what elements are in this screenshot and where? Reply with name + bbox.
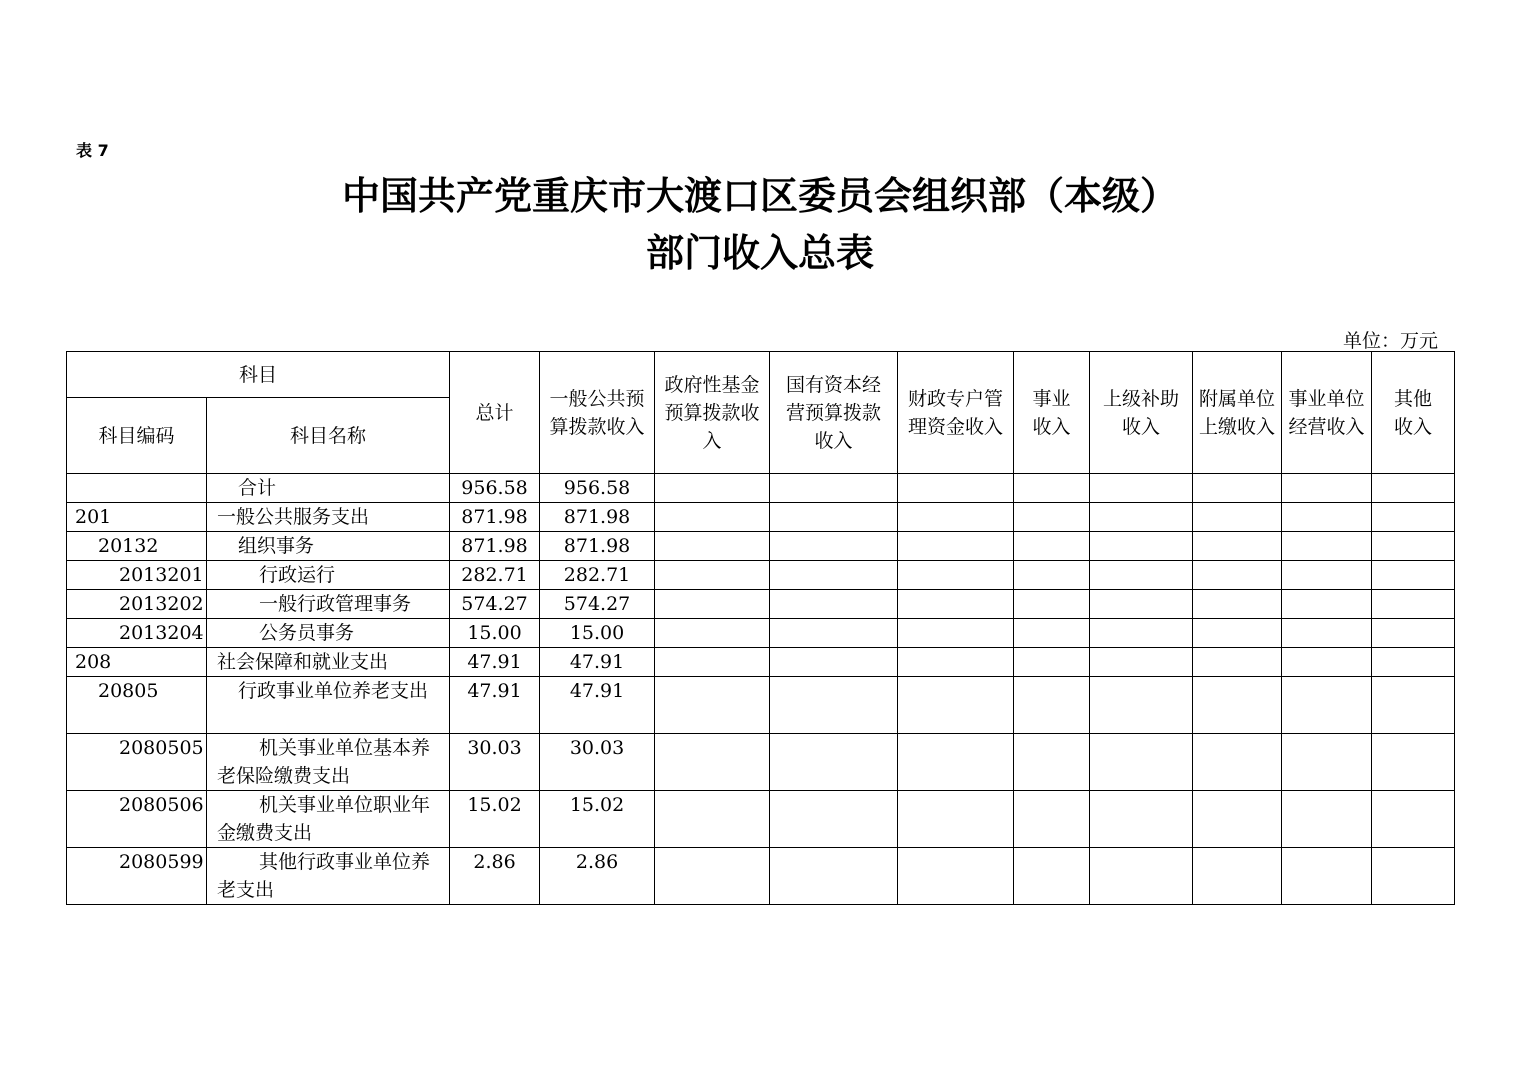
- header-subject: 科目: [67, 352, 450, 398]
- header-subject-code: 科目编码: [67, 398, 207, 474]
- header-other: 其他收入: [1372, 352, 1455, 474]
- header-business: 事业收入: [1014, 352, 1090, 474]
- table-row: 2013201 行政运行 282.71 282.71: [67, 561, 1455, 590]
- table-row: 20805 行政事业单位养老支出 47.91 47.91: [67, 677, 1455, 734]
- table-row: 2080505 机关事业单位基本养老保险缴费支出 30.03 30.03: [67, 734, 1455, 791]
- table-row: 208 社会保障和就业支出 47.91 47.91: [67, 648, 1455, 677]
- table-row: 2080506 机关事业单位职业年金缴费支出 15.02 15.02: [67, 791, 1455, 848]
- page-subtitle: 部门收入总表: [645, 231, 874, 275]
- header-superior-subsidy: 上级补助收入: [1090, 352, 1193, 474]
- header-operating: 事业单位经营收入: [1282, 352, 1372, 474]
- table-row: 201 一般公共服务支出 871.98 871.98: [67, 503, 1455, 532]
- header-total: 总计: [450, 352, 540, 474]
- table-row: 合计 956.58 956.58: [67, 474, 1455, 503]
- table-row: 2013202 一般行政管理事务 574.27 574.27: [67, 590, 1455, 619]
- page-title: 中国共产党重庆市大渡口区委员会组织部（本级）: [341, 174, 1178, 218]
- income-summary-table: [66, 351, 1455, 905]
- header-subject-name: 科目名称: [207, 398, 450, 474]
- header-gov-fund: 政府性基金预算拨款收入: [655, 352, 770, 474]
- header-affiliated: 附属单位上缴收入: [1193, 352, 1282, 474]
- table-row: 2013204 公务员事务 15.00 15.00: [67, 619, 1455, 648]
- table-row: 2080599 其他行政事业单位养老支出 2.86 2.86: [67, 848, 1455, 905]
- header-state-capital: 国有资本经营预算拨款收入: [770, 352, 898, 474]
- table-number: 表 7: [76, 141, 109, 160]
- header-fiscal-special: 财政专户管理资金收入: [898, 352, 1014, 474]
- table-row: 20132 组织事务 871.98 871.98: [67, 532, 1455, 561]
- header-general-budget: 一般公共预算拨款收入: [540, 352, 655, 474]
- unit-label: 单位：万元: [1342, 330, 1438, 352]
